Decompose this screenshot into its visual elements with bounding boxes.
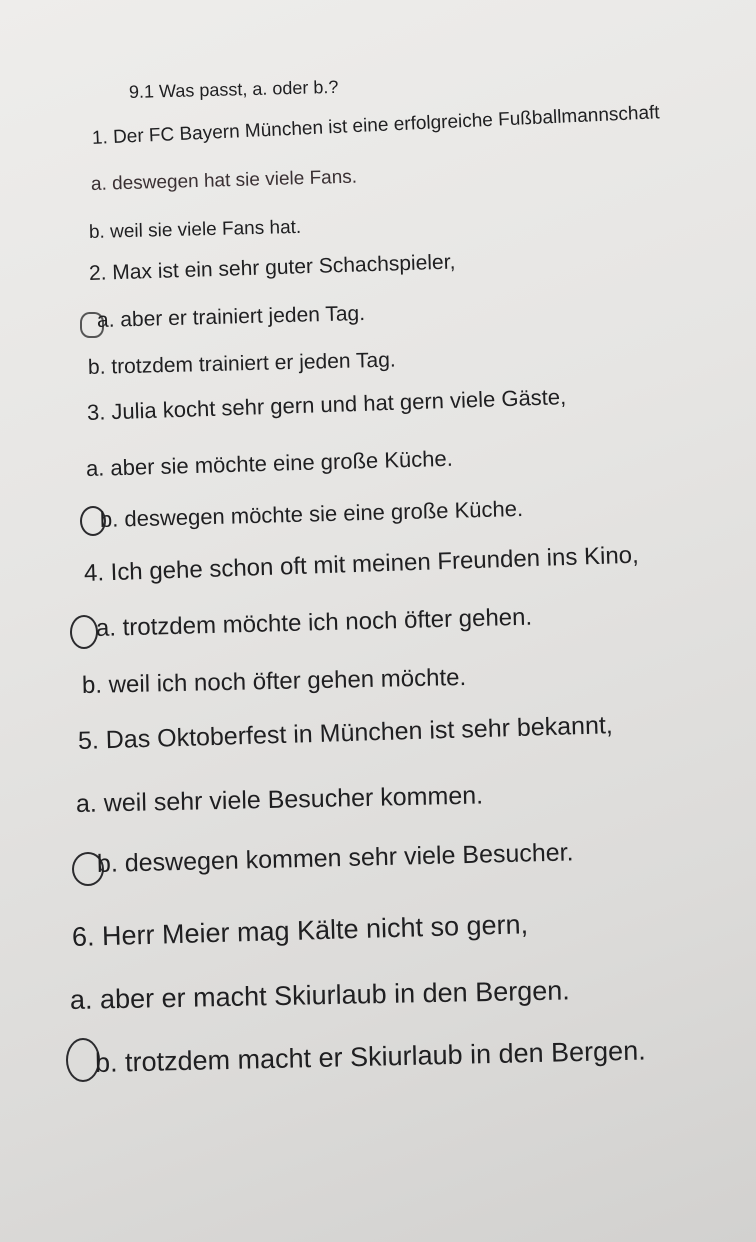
option-5a: a. weil sehr viele Besucher kommen. bbox=[75, 781, 484, 818]
question-4: 4. Ich gehe schon oft mit meinen Freunden ins Kino, bbox=[83, 541, 640, 587]
option-4b: b. weil ich noch öfter gehen möchte. bbox=[81, 663, 467, 699]
option-1a: a. deswegen hat sie viele Fans. bbox=[90, 166, 358, 195]
option-2b: b. trotzdem trainiert er jeden Tag. bbox=[87, 348, 396, 379]
option-6a: a. aber er macht Skiurlaub in den Bergen. bbox=[69, 975, 570, 1015]
option-3a: a. aber sie möchte eine große Küche. bbox=[85, 445, 454, 481]
option-6b: b. trotzdem macht er Skiurlaub in den Bergen. bbox=[94, 1035, 646, 1078]
question-6: 6. Herr Meier mag Kälte nicht so gern, bbox=[71, 909, 529, 952]
question-2: 2. Max ist ein sehr guter Schachspieler, bbox=[88, 250, 456, 285]
option-1b: b. weil sie viele Fans hat. bbox=[88, 216, 302, 243]
question-3: 3. Julia kocht sehr gern und hat gern viele Gäste, bbox=[86, 384, 567, 425]
option-5b: b. deswegen kommen sehr viele Besucher. bbox=[96, 838, 574, 878]
option-2a: a. aber er trainiert jeden Tag. bbox=[96, 301, 366, 332]
option-4a: a. trotzdem möchte ich noch öfter gehen. bbox=[95, 603, 533, 642]
answer-circle-4 bbox=[70, 615, 98, 649]
exercise-title: 9.1 Was passt, a. oder b.? bbox=[128, 76, 339, 102]
question-1: 1. Der FC Bayern München ist eine erfolgreiche Fußballmannschaft bbox=[91, 102, 661, 149]
question-5: 5. Das Oktoberfest in München ist sehr bekannt, bbox=[77, 711, 614, 755]
option-3b: b. deswegen möchte sie eine große Küche. bbox=[99, 495, 524, 532]
